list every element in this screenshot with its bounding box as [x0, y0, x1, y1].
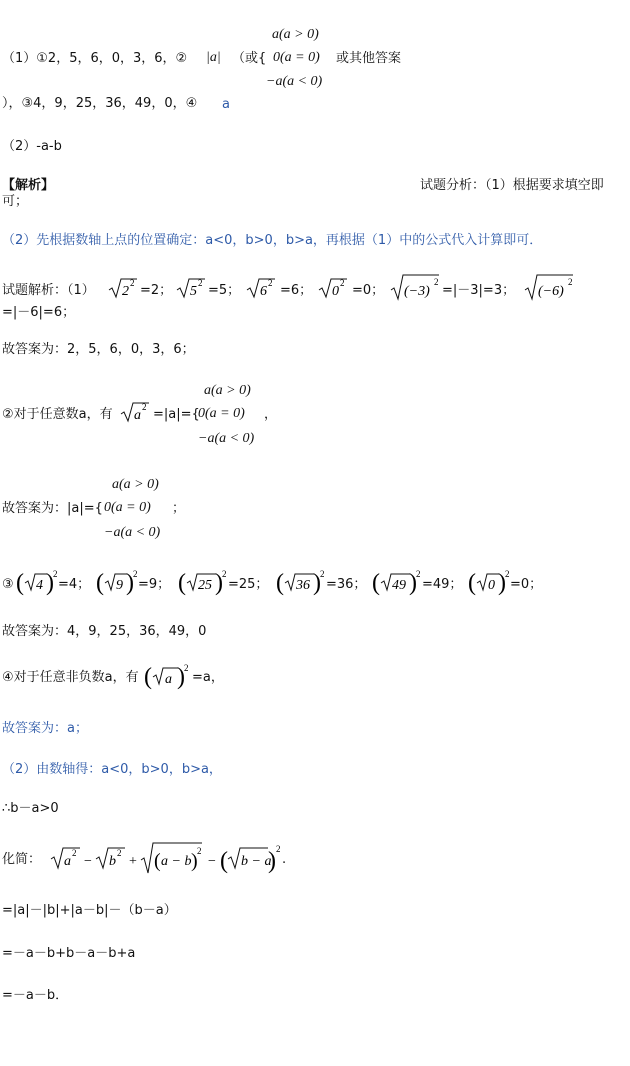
simplify-period: . — [282, 852, 287, 867]
answer-2: 故答案为：|a|={ — [2, 501, 103, 516]
answer-4: 故答案为：a； — [2, 721, 88, 736]
q3-v1: =4； — [58, 577, 91, 592]
svg-text:(: ( — [220, 848, 228, 874]
svg-text:): ) — [409, 570, 417, 596]
svg-text:+: + — [129, 854, 137, 869]
svg-text:(: ( — [96, 570, 104, 596]
sqrt-5-squared — [176, 276, 206, 300]
step-1: =|a|－|b|+|a－b|－（b－a） — [2, 903, 177, 918]
paren-sqrt-49-squared — [372, 568, 420, 598]
step-2: =－a－b+b－a－b+a — [2, 946, 136, 961]
svg-text:(: ( — [144, 664, 152, 690]
q4-prefix: ④对于任意非负数a，有 — [2, 670, 139, 685]
sqrt-2-squared — [108, 276, 138, 300]
svg-text:2: 2 — [184, 663, 189, 673]
analysis-part2: （2）先根据数轴上点的位置确定：a<0，b>0，b>a，再根据（1）中的公式代入计算即可． — [2, 233, 543, 248]
ans2-piece-bot: −a(a < 0) — [104, 525, 161, 540]
sqrt-6-squared — [246, 276, 276, 300]
radicand-a: a — [64, 854, 71, 869]
answer-abs-a: |a| — [206, 50, 221, 65]
radicand-a-minus-b: a − b — [161, 854, 192, 869]
svg-text:(: ( — [154, 850, 161, 872]
sq1-result: =2； — [140, 283, 173, 298]
svg-text:): ) — [215, 570, 223, 596]
svg-text:2: 2 — [276, 844, 281, 854]
answer-or-suffix: 或其他答案 — [336, 51, 402, 66]
svg-text:2: 2 — [198, 278, 203, 288]
sq4-result: =0； — [352, 283, 385, 298]
paren-sqrt-4-squared — [16, 568, 56, 598]
svg-text:2: 2 — [117, 848, 122, 858]
svg-text:2: 2 — [72, 848, 77, 858]
q3-v6: =0； — [510, 577, 543, 592]
q3-circle: ③ — [2, 577, 14, 592]
sqrt-0-squared — [318, 276, 348, 300]
radicand: 0 — [488, 578, 495, 593]
sqrt-a-squared — [120, 400, 150, 424]
radicand: 0 — [332, 284, 339, 299]
svg-text:2: 2 — [568, 277, 573, 287]
sq5-result: =|－3|=3； — [442, 283, 516, 298]
answer-or-open: （或{ — [232, 51, 267, 66]
paren-sqrt-36-squared — [276, 568, 324, 598]
radicand: 49 — [392, 578, 406, 593]
sq2-result: =5； — [208, 283, 241, 298]
radicand: (−3) — [404, 284, 430, 299]
svg-text:(: ( — [16, 570, 24, 596]
analysis-summary-wrap: 可； — [2, 194, 29, 209]
piecewise-top: a(a > 0) — [272, 27, 319, 42]
sqrt-neg3-squared — [390, 272, 440, 302]
svg-text:): ) — [191, 850, 198, 872]
svg-text:(: ( — [276, 570, 284, 596]
part2-line2: ∴b－a>0 — [2, 801, 59, 816]
simplify-label: 化简： — [2, 852, 42, 867]
svg-text:): ) — [498, 570, 506, 596]
radicand: (−6) — [538, 284, 564, 299]
answer-part2: （2）-a-b — [2, 139, 62, 154]
q2-piece-top: a(a > 0) — [204, 383, 251, 398]
svg-text:2: 2 — [142, 402, 147, 412]
sq3-result: =6； — [280, 283, 313, 298]
radicand: a — [134, 408, 141, 423]
piecewise-mid: 0(a = 0) — [273, 50, 320, 65]
answer-part1-line2: ），③4，9，25，36，49，0，④ — [2, 96, 198, 111]
radicand: 9 — [116, 578, 123, 593]
svg-text:(: ( — [468, 570, 476, 596]
svg-text:−: − — [208, 854, 216, 869]
svg-text:): ) — [313, 570, 321, 596]
svg-text:2: 2 — [416, 569, 421, 579]
q3-v3: =25； — [228, 577, 269, 592]
q2-piece-mid: 0(a = 0) — [198, 406, 245, 421]
q2-mid: =|a|={ — [153, 407, 200, 422]
svg-text:(: ( — [178, 570, 186, 596]
svg-text:): ) — [126, 570, 134, 596]
q2-piece-bot: −a(a < 0) — [198, 431, 255, 446]
svg-text:2: 2 — [340, 278, 345, 288]
radicand: a — [165, 672, 172, 687]
analysis-summary: 试题分析：（1）根据要求填空即 — [420, 178, 604, 193]
q2-end: ， — [264, 407, 278, 422]
q4-result: =a， — [192, 670, 224, 685]
answer-part1-line1: （1）①2，5，6，0，3，6，② — [2, 51, 188, 66]
radicand-b: b — [109, 854, 116, 869]
svg-text:2: 2 — [505, 569, 510, 579]
q3-v4: =36； — [326, 577, 367, 592]
svg-text:−: − — [84, 854, 92, 869]
q2-prefix: ②对于任意数a，有 — [2, 407, 113, 422]
svg-text:2: 2 — [133, 569, 138, 579]
simplify-expression — [50, 840, 285, 876]
part2-line1: （2）由数轴得：a<0，b>0，b>a， — [2, 762, 222, 777]
svg-text:2: 2 — [268, 278, 273, 288]
paren-sqrt-0-squared — [468, 568, 508, 598]
radicand: 25 — [198, 578, 212, 593]
ans2-end: ； — [172, 501, 186, 516]
radicand: 5 — [190, 284, 197, 299]
radicand: 4 — [36, 578, 43, 593]
svg-text:2: 2 — [197, 846, 202, 856]
radicand-b-minus-a: b − a — [241, 854, 272, 869]
q3-v5: =49； — [422, 577, 463, 592]
svg-text:): ) — [177, 664, 185, 690]
paren-sqrt-a-squared — [144, 662, 190, 692]
ans2-piece-mid: 0(a = 0) — [104, 500, 151, 515]
answer-part1-a: a — [222, 97, 230, 112]
svg-text:2: 2 — [320, 569, 325, 579]
svg-text:): ) — [268, 848, 276, 874]
paren-sqrt-25-squared — [178, 568, 226, 598]
radicand: 6 — [260, 284, 267, 299]
piecewise-bot: −a(a < 0) — [266, 74, 323, 89]
q3-v2: =9； — [138, 577, 171, 592]
radicand: 36 — [296, 578, 310, 593]
paren-sqrt-9-squared — [96, 568, 136, 598]
solution-intro: 试题解析：（1） — [2, 283, 95, 298]
svg-text:2: 2 — [222, 569, 227, 579]
radicand: 2 — [122, 284, 129, 299]
svg-text:2: 2 — [53, 569, 58, 579]
answer-3: 故答案为：4，9，25，36，49，0 — [2, 624, 207, 639]
svg-text:(: ( — [372, 570, 380, 596]
step-3: =－a－b． — [2, 988, 69, 1003]
sqrt-neg6-squared — [524, 272, 574, 302]
analysis-heading: 【解析】 — [2, 178, 55, 193]
answer-1: 故答案为：2，5，6，0，3，6； — [2, 342, 195, 357]
ans2-piece-top: a(a > 0) — [112, 477, 159, 492]
svg-text:2: 2 — [434, 277, 439, 287]
solution-line2: =|－6|=6； — [2, 305, 76, 320]
svg-text:2: 2 — [130, 278, 135, 288]
svg-text:): ) — [46, 570, 54, 596]
